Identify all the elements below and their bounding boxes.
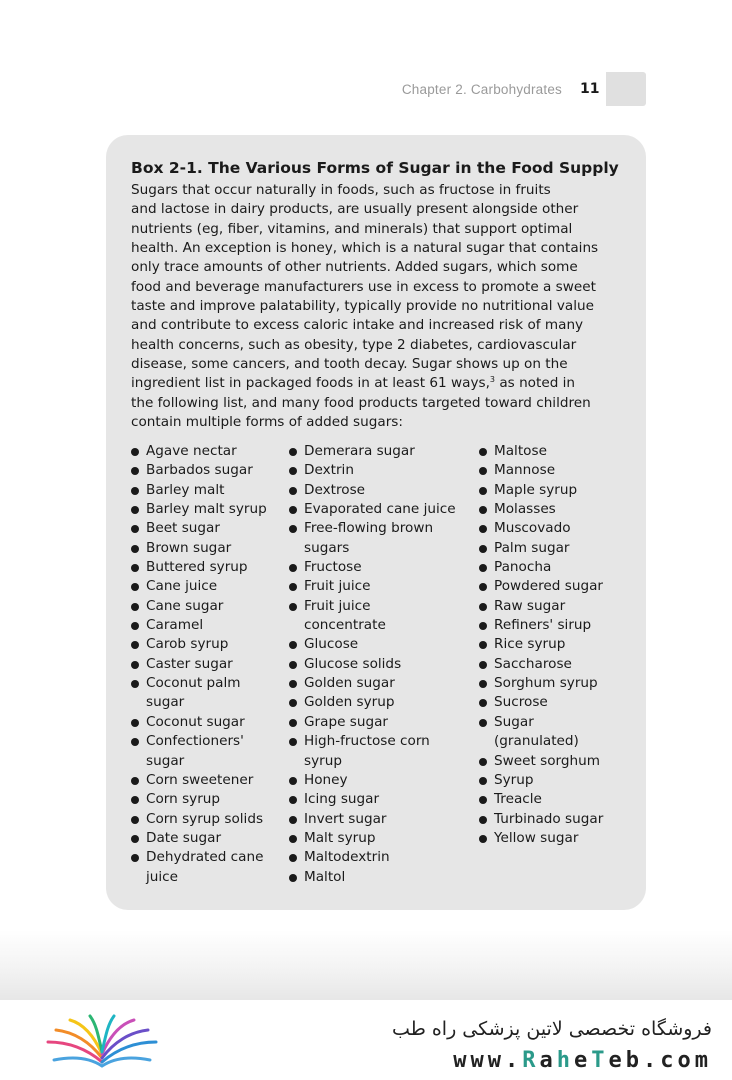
sugar-name: Barbados sugar [146,462,253,479]
sugar-list-item [289,693,456,712]
sugar-name: High-fructose corn [304,733,430,750]
sugar-name: Glucose [304,636,359,653]
sugar-list-item [479,481,603,500]
sugar-list-item [289,829,456,848]
sugar-name: Fruit juice [304,578,371,595]
sugar-name: Caster sugar [146,655,233,672]
sugar-name: Coconut palm [146,675,241,692]
sugar-name: Mannose [494,462,556,479]
sugar-name: concentrate [304,617,386,634]
intro-line: health. An exception is honey, which is a natural sugar that contains [131,240,599,257]
open-book-logo-icon [40,1012,164,1068]
sugar-name: Saccharose [494,655,572,672]
sugar-name: Sorghum syrup [494,675,598,692]
sugar-name: syrup [304,752,342,769]
sugar-list-item [479,771,603,790]
sugar-list-item [131,461,267,480]
sugar-name: Barley malt syrup [146,501,267,518]
sugar-list-item [479,558,603,577]
sugar-list-item [479,829,603,848]
sugar-list-item [131,790,267,809]
sugar-name: Icing sugar [304,791,380,808]
sugar-list-item [479,752,603,771]
sugar-name: Carob syrup [146,636,229,653]
sugar-list-item [289,810,456,829]
url-letter: R [522,1048,540,1073]
sugar-name: Rice syrup [494,636,566,653]
intro-line: only trace amounts of other nutrients. Added sugars, which some [131,259,578,276]
sugar-name: Honey [304,771,348,788]
url-letter: a [539,1048,557,1073]
intro-line: and lactose in dairy products, are usually present alongside other [131,201,579,218]
sugar-name: Grape sugar [304,713,389,730]
sugar-list-item [289,674,456,693]
sugar-list-item [131,810,267,829]
sugar-list-column-3 [479,442,603,848]
sugar-list-item [131,771,267,790]
sugar-name: Dextrose [304,481,366,498]
sugar-list-item [479,442,603,461]
sugar-list-item [289,481,456,500]
sugar-list-item [131,674,267,713]
sugar-name: Corn syrup [146,791,221,808]
sugar-name: juice [146,868,179,885]
sugar-name: Fruit juice [304,597,371,614]
sugar-name: Turbinado sugar [494,810,604,827]
sugar-name: Powdered sugar [494,578,603,595]
sugar-name: Sweet sorghum [494,752,600,769]
intro-line: the following list, and many food products targeted toward children [131,394,591,411]
sugar-list-item [479,713,603,752]
intro-line: health concerns, such as obesity, type 2 diabetes, cardiovascular [131,336,577,353]
chapter-title: Chapter 2. Carbohydrates [401,82,562,97]
sugar-name: Golden sugar [304,675,395,692]
sugar-name: Invert sugar [304,810,387,827]
intro-line: and contribute to excess caloric intake and increased risk of many [131,317,584,334]
sugar-list-item [131,539,267,558]
sugar-list-item [131,635,267,654]
store-url[interactable] [453,1048,712,1073]
sugar-list-item [479,519,603,538]
sugar-list-item [131,500,267,519]
sugar-name: Malt syrup [304,829,376,846]
sugar-name: Buttered syrup [146,559,248,576]
sugar-name: Maltose [494,443,547,459]
sugar-list-item [131,848,267,887]
sugar-list-item [289,655,456,674]
sugar-name: Beet sugar [146,520,220,537]
sugar-name: (granulated) [494,733,579,750]
sugar-list-item [479,674,603,693]
sugar-name: Sucrose [494,694,548,711]
sugar-name: Sugar [494,713,534,730]
sugar-list-item [479,810,603,829]
sugar-list-item [289,868,456,887]
sugar-name: Raw sugar [494,597,566,614]
sugar-list-item [131,558,267,577]
intro-line: disease, some cancers, and tooth decay. Sugar shows up on the [131,356,568,373]
sugar-list-item [131,519,267,538]
sugar-name: Caramel [146,617,204,634]
intro-line: food and beverage manufacturers use in excess to promote a sweet [131,278,596,295]
sugar-name: Refiners' sirup [494,617,592,634]
sugar-name: Free-flowing brown [304,520,434,537]
sugar-name: Date sugar [146,829,222,846]
sugar-name: Yellow sugar [494,829,579,846]
sugar-list-item [289,442,456,461]
sugar-list-item [131,713,267,732]
sugar-list-item [479,693,603,712]
store-footer [0,1000,732,1080]
sugar-name: Muscovado [494,520,571,537]
url-letter: e [574,1048,592,1073]
sugar-list-item [289,771,456,790]
sugar-list-item [289,635,456,654]
sugar-list-column-1 [131,442,267,887]
sugar-name: Confectioners' [146,733,244,750]
intro-text: ingredient list in packaged foods in at least 61 ways, [131,375,490,392]
sugar-name: sugars [304,539,350,556]
intro-line: Sugars that occur naturally in foods, such as fructose in fruits [131,182,551,198]
sugar-name: Dextrin [304,462,354,479]
sugar-list-item [131,597,267,616]
sugar-list-column-2 [289,442,456,887]
sugar-list-item [289,790,456,809]
sugar-list-item [289,461,456,480]
sugar-name: Golden syrup [304,694,395,711]
page-number: 11 [580,81,600,97]
sugar-list-item [131,442,267,461]
sugar-name: Maltol [304,868,346,885]
sugar-name: Molasses [494,501,556,518]
sugar-list-item [289,577,456,596]
sugar-list-item [289,848,456,867]
store-name: فروشگاه تخصصی لاتین پزشکی راه طب [392,1018,712,1040]
sugar-name: Palm sugar [494,539,570,556]
sugar-name: Cane juice [146,578,218,595]
sugar-list-item [479,577,603,596]
sugar-name: Fructose [304,559,362,576]
sugar-list-item [289,558,456,577]
sugar-name: Brown sugar [146,539,232,556]
page-tab [606,72,646,106]
running-head [0,72,732,108]
intro-text: as noted in [495,375,576,392]
sugar-list-item [479,461,603,480]
sugar-list-item [131,655,267,674]
sugar-name: Coconut sugar [146,713,245,730]
sugar-name: Demerara sugar [304,443,415,459]
sugar-list-item [131,481,267,500]
sugar-name: Dehydrated cane [146,849,264,866]
sugar-name: sugar [146,694,185,711]
sugar-list-item [479,635,603,654]
sugar-name: Panocha [494,559,552,576]
sugar-name: Maple syrup [494,481,578,498]
url-letter: h [556,1048,575,1073]
sugar-list-item [131,829,267,848]
sugar-name: Corn sweetener [146,771,254,788]
sugar-list-item [289,519,456,558]
sugar-list-item [479,539,603,558]
sugar-name: Barley malt [146,481,225,498]
sugar-name: Maltodextrin [304,849,390,866]
sugar-name: Syrup [494,771,534,788]
url-rest: eb.com [608,1048,712,1073]
intro-line-with-reference [131,374,631,393]
sugar-list-item [479,655,603,674]
sugar-list-item [131,732,267,771]
sugar-list-item [289,732,456,771]
sugar-list-item [289,597,456,636]
sugar-list-item [479,597,603,616]
sugar-list-item [289,500,456,519]
intro-line: nutrients (eg, fiber, vitamins, and minerals) that support optimal [131,220,573,237]
intro-line: taste and improve palatability, typically provide no nutritional value [131,298,594,315]
sugar-list-item [131,616,267,635]
sugar-list-item [479,790,603,809]
sugar-name: Corn syrup solids [146,810,264,827]
intro-line: contain multiple forms of added sugars: [131,414,403,431]
sugar-list-item [289,713,456,732]
sugar-forms-box [106,135,646,910]
sugar-list-item [131,577,267,596]
sugar-name: Glucose solids [304,655,402,672]
sugar-name: Agave nectar [146,443,237,459]
sugar-name: Cane sugar [146,597,224,614]
box-title: Box 2-1. The Various Forms of Sugar in the Food Supply [131,159,619,177]
page-bottom-shadow [0,930,732,1002]
sugar-list-item [479,500,603,519]
url-prefix: www. [453,1048,523,1073]
box-intro-paragraph [131,181,631,432]
sugar-list-item [479,616,603,635]
sugar-name: Treacle [494,791,542,808]
reference-superscript: 3 [489,375,496,385]
sugar-name: sugar [146,752,185,769]
url-letter: T [591,1048,609,1073]
sugar-name: Evaporated cane juice [304,501,456,518]
